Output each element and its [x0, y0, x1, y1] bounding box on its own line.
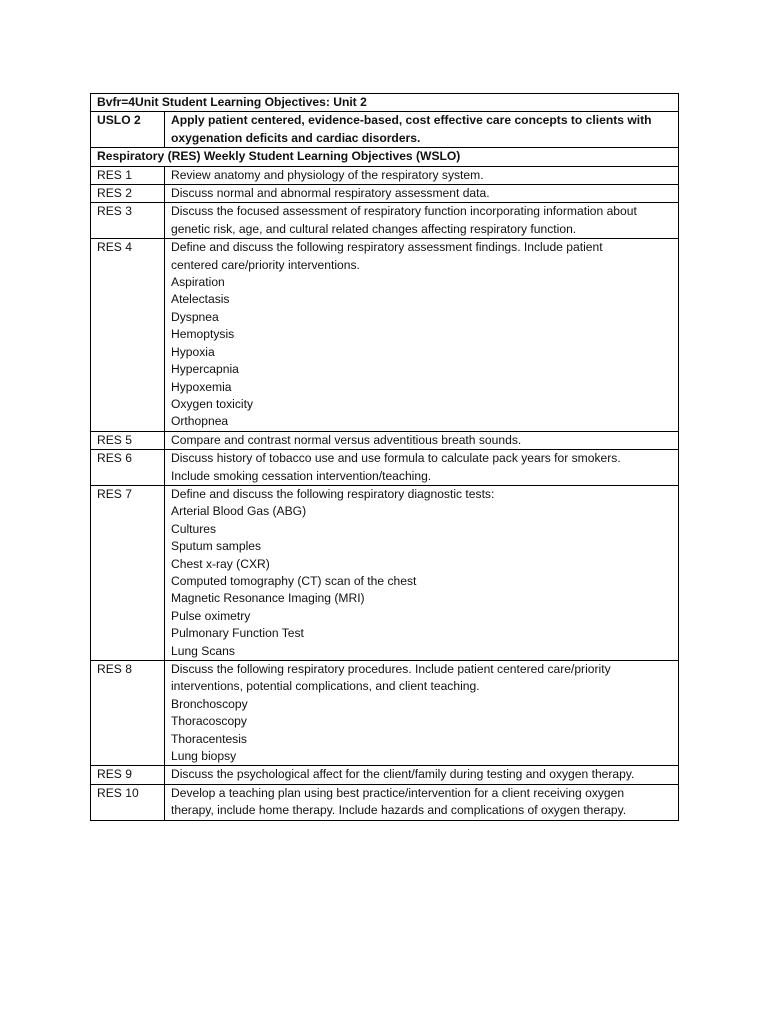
objective-row — [91, 185, 679, 203]
objective-description — [165, 450, 679, 486]
objective-line: Discuss the focused assessment of respiratory function incorporating information about — [171, 204, 637, 219]
objective-code: RES 5 — [91, 431, 165, 449]
objective-code: RES 7 — [91, 485, 165, 660]
uslo-description — [165, 112, 679, 148]
objective-line: Discuss history of tobacco use and use formula to calculate pack years for smokers. — [171, 451, 621, 466]
objective-line: Hypercapnia — [171, 362, 239, 377]
objective-line: Arterial Blood Gas (ABG) — [171, 504, 307, 519]
objective-row — [91, 450, 679, 486]
objective-line: Define and discuss the following respiratory diagnostic tests: — [171, 486, 495, 501]
objectives-table — [90, 93, 679, 821]
objective-line: Thoracoscopy — [171, 714, 247, 729]
objective-row — [91, 485, 679, 660]
objective-description — [165, 203, 679, 239]
title-row — [91, 94, 679, 112]
objective-line: Pulmonary Function Test — [171, 626, 304, 641]
section-header-cell: Respiratory (RES) Weekly Student Learning Objectives (WSLO) — [91, 148, 679, 166]
objective-line: Bronchoscopy — [171, 696, 248, 711]
objective-line: Computed tomography (CT) scan of the chest — [171, 573, 417, 588]
objective-line: Dyspnea — [171, 309, 219, 324]
objective-line: interventions, potential complications, and client teaching. — [171, 679, 480, 694]
objective-line: Include smoking cessation intervention/teaching. — [171, 468, 432, 483]
objective-description — [165, 766, 679, 784]
objective-row — [91, 431, 679, 449]
objective-line: Cultures — [171, 521, 217, 536]
objective-line: Oxygen toxicity — [171, 396, 253, 411]
objective-description — [165, 166, 679, 184]
objective-code: RES 8 — [91, 661, 165, 766]
objective-line: Compare and contrast normal versus adventitious breath sounds. — [171, 432, 522, 447]
objective-line: Pulse oximetry — [171, 608, 251, 623]
objective-line: Hemoptysis — [171, 327, 235, 342]
objective-code: RES 1 — [91, 166, 165, 184]
objective-line: Lung Scans — [171, 643, 235, 658]
objective-line: Orthopnea — [171, 414, 229, 429]
uslo-code: USLO 2 — [91, 112, 165, 148]
uslo-line: oxygenation deficits and cardiac disorders. — [171, 130, 421, 145]
objective-row — [91, 166, 679, 184]
objective-code: RES 2 — [91, 185, 165, 203]
objective-description — [165, 185, 679, 203]
objective-line: Discuss the following respiratory procedures. Include patient centered care/priority — [171, 662, 611, 676]
objective-line: Develop a teaching plan using best practice/intervention for a client receiving oxygen — [171, 785, 625, 800]
objective-row — [91, 239, 679, 431]
objective-line: Thoracentesis — [171, 731, 247, 746]
objective-code: RES 9 — [91, 766, 165, 784]
objective-line: Discuss the psychological affect for the client/family during testing and oxygen therapy. — [171, 767, 635, 782]
objective-code: RES 3 — [91, 203, 165, 239]
objective-row — [91, 203, 679, 239]
objective-line: Discuss normal and abnormal respiratory assessment data. — [171, 186, 490, 201]
uslo-row — [91, 112, 679, 148]
objective-line: Aspiration — [171, 275, 225, 290]
objective-line: Define and discuss the following respiratory assessment findings. Include patient — [171, 240, 603, 255]
objective-line: Atelectasis — [171, 292, 230, 307]
section-header-row — [91, 148, 679, 166]
objective-code: RES 4 — [91, 239, 165, 431]
uslo-line: Apply patient centered, evidence-based, cost effective care concepts to clients with — [171, 113, 652, 128]
objective-description — [165, 784, 679, 820]
title-cell: Bvfr=4Unit Student Learning Objectives: Unit 2 — [91, 94, 679, 112]
objective-line: Magnetic Resonance Imaging (MRI) — [171, 591, 365, 606]
objective-line: Lung biopsy — [171, 749, 237, 764]
objective-line: Hypoxemia — [171, 379, 232, 394]
objective-line: Chest x-ray (CXR) — [171, 556, 270, 571]
objective-line: Sputum samples — [171, 539, 262, 554]
objective-line: centered care/priority interventions. — [171, 257, 360, 272]
objective-code: RES 10 — [91, 784, 165, 820]
objectives-table-body — [91, 94, 679, 821]
objective-line: Review anatomy and physiology of the respiratory system. — [171, 167, 484, 182]
objective-row — [91, 766, 679, 784]
objective-description — [165, 239, 679, 431]
objective-line: genetic risk, age, and cultural related changes affecting respiratory function. — [171, 221, 577, 236]
objective-description — [165, 661, 679, 766]
objective-line: therapy, include home therapy. Include hazards and complications of oxygen therapy. — [171, 803, 627, 818]
objective-row — [91, 784, 679, 820]
objective-description — [165, 431, 679, 449]
objective-description — [165, 485, 679, 660]
objective-row — [91, 661, 679, 766]
objective-code: RES 6 — [91, 450, 165, 486]
objective-line: Hypoxia — [171, 344, 215, 359]
